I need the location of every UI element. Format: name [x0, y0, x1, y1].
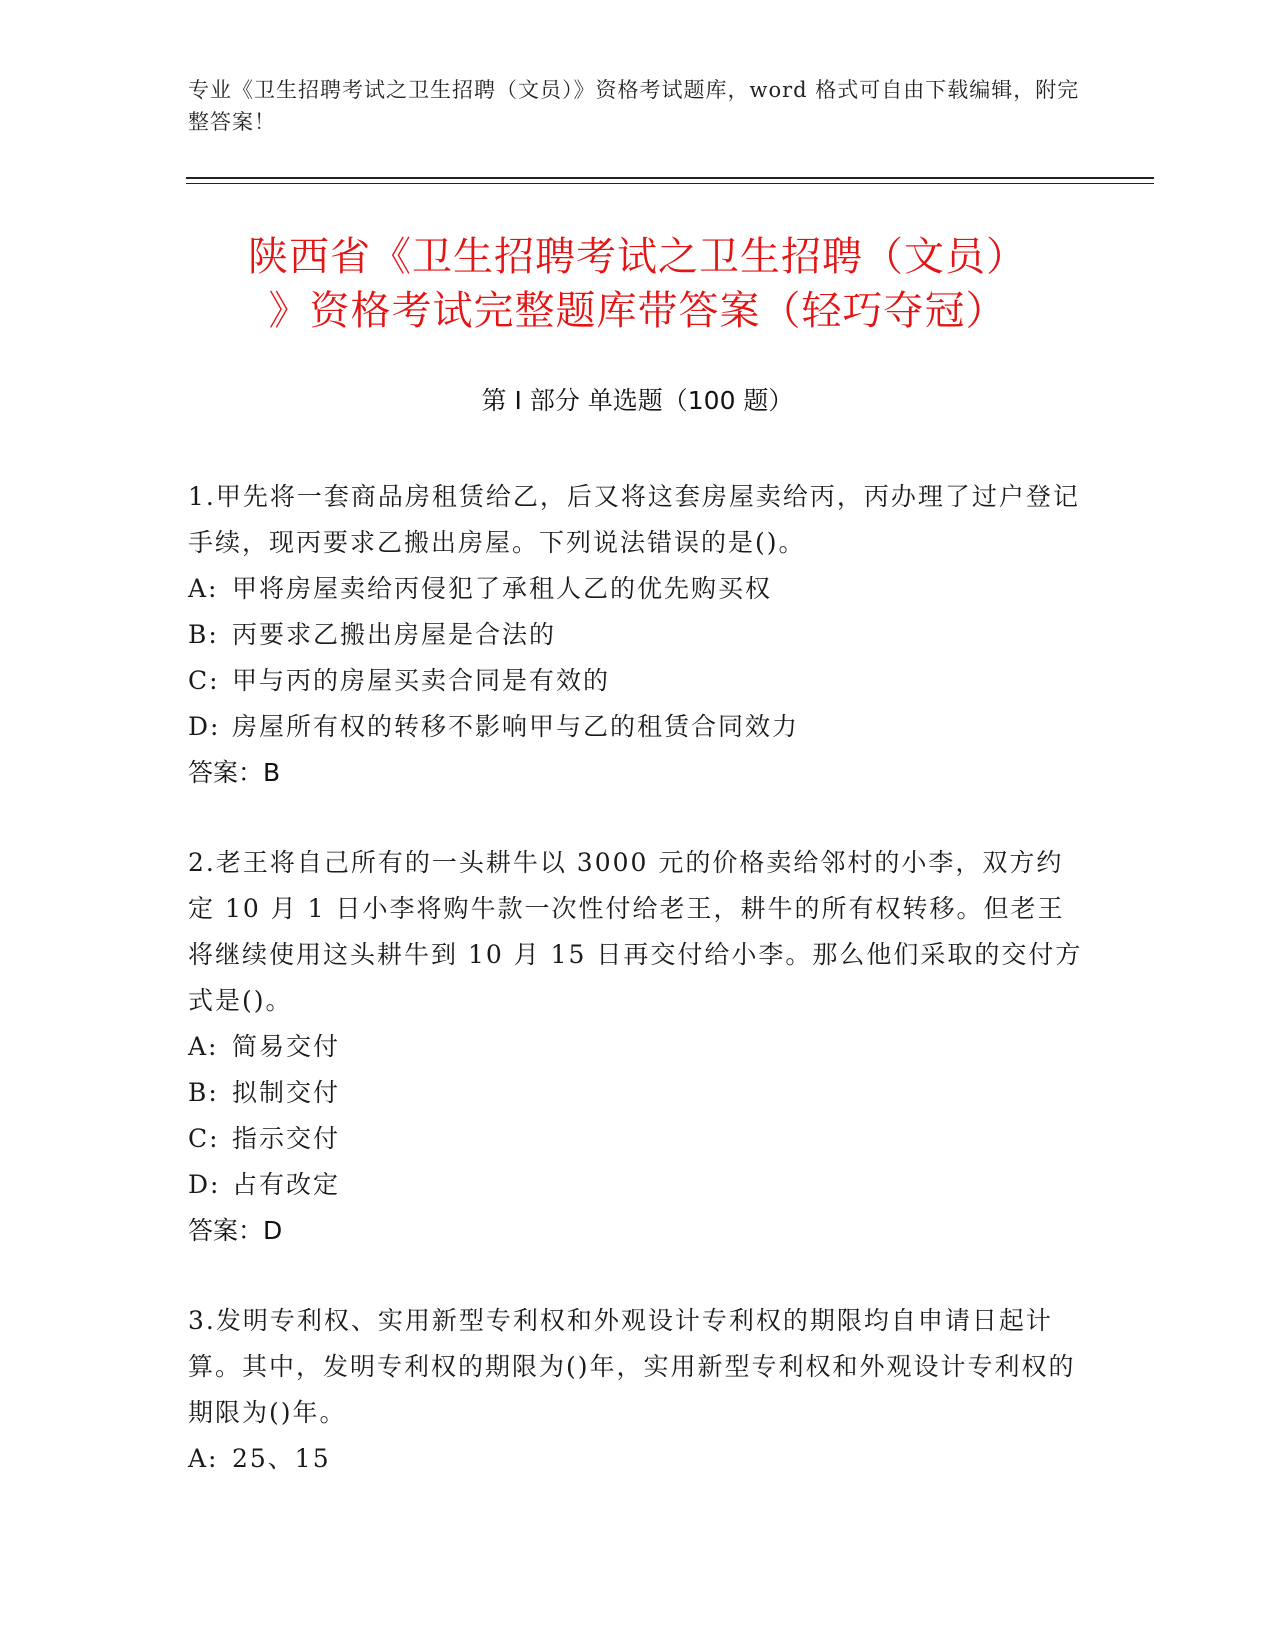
option-text: 指示交付	[232, 1124, 341, 1153]
header-note: 专业《卫生招聘考试之卫生招聘（文员）》资格考试题库，word 格式可自由下载编辑，附完整答案！	[188, 78, 1080, 134]
option-text: 甲将房屋卖给丙侵犯了承租人乙的优先购买权	[232, 574, 773, 603]
option-a	[188, 1436, 1088, 1482]
question-2	[188, 840, 1088, 1254]
option-letter: D:	[188, 712, 221, 741]
option-d	[188, 704, 1088, 750]
option-text: 占有改定	[232, 1170, 341, 1199]
option-d	[188, 1162, 1088, 1208]
option-text: 简易交付	[232, 1032, 341, 1061]
option-letter: A:	[188, 574, 219, 603]
question-list	[188, 474, 1088, 1526]
answer-line: 答案：D	[188, 1216, 283, 1245]
option-text: 房屋所有权的转移不影响甲与乙的租赁合同效力	[232, 712, 800, 741]
question-stem: 2.老王将自己所有的一头耕牛以 3000 元的价格卖给邻村的小李，双方约定 10 月 1 日小李将购牛款一次性付给老王，耕牛的所有权转移。但老王将继续使用这头耕牛到 10 月 15 日再交付给小李。那么他们采取的交付方式是()。	[188, 848, 1083, 1015]
option-b	[188, 612, 1088, 658]
section-title: 第 I 部分 单选题（100 题）	[481, 386, 794, 415]
question-3	[188, 1298, 1088, 1482]
option-c	[188, 658, 1088, 704]
option-b	[188, 1070, 1088, 1116]
question-stem: 1.甲先将一套商品房租赁给乙，后又将这套房屋卖给丙，丙办理了过户登记手续，现丙要求乙搬出房屋。下列说法错误的是()。	[188, 482, 1080, 557]
option-letter: A:	[188, 1032, 219, 1061]
option-letter: D:	[188, 1170, 221, 1199]
option-text: 25、15	[232, 1444, 331, 1473]
option-letter: A:	[188, 1444, 219, 1473]
question-1	[188, 474, 1088, 796]
answer-line: 答案：B	[188, 758, 281, 787]
option-a	[188, 566, 1088, 612]
option-text: 拟制交付	[232, 1078, 341, 1107]
option-letter: B:	[188, 620, 219, 649]
document-title-line-1: 陕西省《卫生招聘考试之卫生招聘（文员）	[248, 234, 1027, 280]
option-a	[188, 1024, 1088, 1070]
option-c	[188, 1116, 1088, 1162]
question-stem: 3.发明专利权、实用新型专利权和外观设计专利权的期限均自申请日起计算。其中，发明专利权的期限为()年，实用新型专利权和外观设计专利权的期限为()年。	[188, 1306, 1076, 1427]
option-letter: B:	[188, 1078, 219, 1107]
option-letter: C:	[188, 1124, 220, 1153]
document-title	[150, 230, 1125, 338]
option-letter: C:	[188, 666, 220, 695]
document-title-line-2: 》资格考试完整题库带答案（轻巧夺冠）	[268, 288, 1007, 334]
header-rule-thick	[186, 177, 1154, 179]
option-text: 丙要求乙搬出房屋是合法的	[232, 620, 557, 649]
header-rule-thin	[186, 183, 1154, 184]
option-text: 甲与丙的房屋买卖合同是有效的	[232, 666, 611, 695]
